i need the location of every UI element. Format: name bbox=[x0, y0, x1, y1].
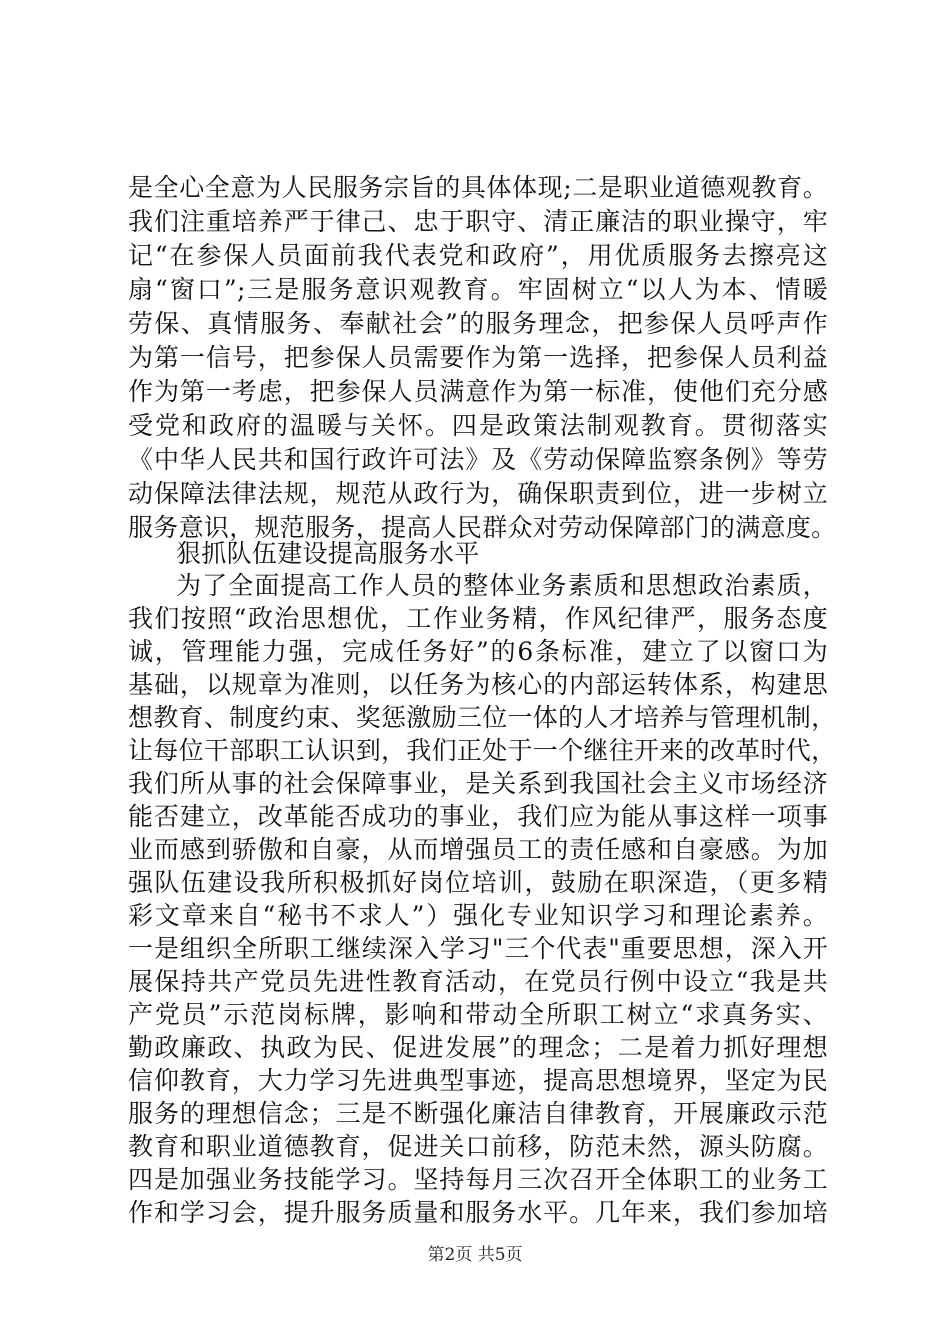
text-line: 记“在参保人员面前我代表党和政府”，用优质服务去擦亮这 bbox=[128, 241, 828, 270]
text-line: 让每位干部职工认识到，我们正处于一个继往开来的改革时代， bbox=[128, 736, 837, 765]
text-line: 为了全面提高工作人员的整体业务素质和思想政治素质， bbox=[176, 571, 828, 600]
page-number-footer: 第2页 共5页 bbox=[427, 1245, 523, 1265]
text-line: 扇“窗口”;三是服务意识观教育。牢固树立“以人为本、情暖 bbox=[128, 275, 828, 304]
text-line: 服务的理想信念；三是不断强化廉洁自律教育，开展廉政示范 bbox=[128, 1099, 828, 1128]
text-line: 动保障法律法规，规范从政行为，确保职责到位，进一步树立 bbox=[128, 479, 828, 508]
text-line: 为第一信号，把参保人员需要作为第一选择，把参保人员利益 bbox=[128, 343, 828, 372]
text-line: 业而感到骄傲和自豪，从而增强员工的责任感和自豪感。为加 bbox=[128, 835, 828, 864]
text-line: 我们按照“政治思想优，工作业务精，作风纪律严，服务态度 bbox=[128, 604, 828, 633]
text-line: 一是组织全所职工继续深入学习"三个代表"重要思想，深入开 bbox=[128, 934, 828, 963]
text-line: 我们所从事的社会保障事业，是关系到我国社会主义市场经济 bbox=[128, 769, 828, 798]
text-line: 作和学习会，提升服务质量和服务水平。几年来，我们参加培 bbox=[128, 1198, 828, 1227]
section-heading: 狠抓队伍建设提高服务水平 bbox=[176, 539, 480, 568]
text-line: 想教育、制度约束、奖惩激励三位一体的人才培养与管理机制， bbox=[128, 703, 837, 732]
text-line: 服务意识，规范服务，提高人民群众对劳动保障部门的满意度。 bbox=[128, 513, 837, 542]
text-line: 教育和职业道德教育，促进关口前移，防范未然，源头防腐。 bbox=[128, 1132, 828, 1161]
text-line: 是全心全意为人民服务宗旨的具体体现;二是职业道德观教育。 bbox=[128, 173, 828, 202]
text-line: 诚，管理能力强，完成任务好”的6条标准，建立了以窗口为 bbox=[128, 637, 828, 666]
text-line: 展保持共产党员先进性教育活动，在党员行例中设立“我是共 bbox=[128, 967, 828, 996]
text-line: 我们注重培养严于律己、忠于职守、清正廉洁的职业操守，牢 bbox=[128, 207, 828, 236]
text-line: 产党员”示范岗标牌，影响和带动全所职工树立“求真务实、 bbox=[128, 1000, 828, 1029]
text-line: 受党和政府的温暖与关怀。四是政策法制观教育。贯彻落实 bbox=[128, 411, 828, 440]
text-line: 作为第一考虑，把参保人员满意作为第一标准，使他们充分感 bbox=[128, 377, 828, 406]
text-line: 劳保、真情服务、奉献社会”的服务理念，把参保人员呼声作 bbox=[128, 309, 828, 338]
text-line: 强队伍建设我所积极抓好岗位培训，鼓励在职深造，（更多精 bbox=[128, 868, 828, 897]
text-line: 能否建立，改革能否成功的事业，我们应为能从事这样一项事 bbox=[128, 802, 828, 831]
text-line: 信仰教育，大力学习先进典型事迹，提高思想境界，坚定为民 bbox=[128, 1066, 828, 1095]
text-line: 四是加强业务技能学习。坚持每月三次召开全体职工的业务工 bbox=[128, 1165, 828, 1194]
text-line: 勤政廉政、执政为民、促进发展”的理念；二是着力抓好理想 bbox=[128, 1033, 828, 1062]
text-line: 彩文章来自“秘书不求人”）强化专业知识学习和理论素养。 bbox=[128, 901, 828, 930]
text-line: 《中华人民共和国行政许可法》及《劳动保障监察条例》等劳 bbox=[128, 445, 828, 474]
text-line: 基础，以规章为准则，以任务为核心的内部运转体系，构建思 bbox=[128, 670, 828, 699]
